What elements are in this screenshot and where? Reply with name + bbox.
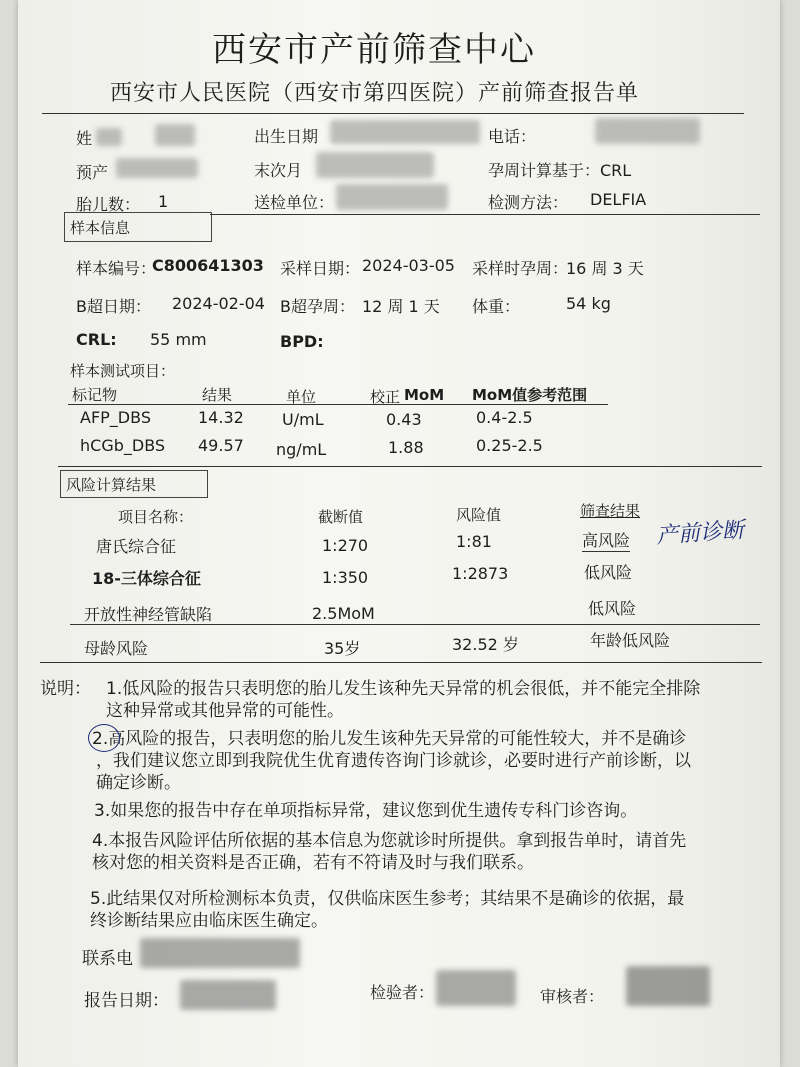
tests-header-corrected: 校正 (370, 388, 401, 406)
risk-row-result-high: 高风险 (582, 528, 630, 552)
sample-date-label: 采样日期： (280, 259, 361, 278)
header-divider (42, 113, 744, 114)
test-row-range: 0.4-2.5 (476, 408, 533, 427)
due-date-label: 预产 (76, 163, 109, 182)
ga-basis: 孕周计算基于：CRL (488, 161, 632, 180)
risk-row-name: 母龄风险 (84, 639, 149, 658)
phone-label: 电话： (488, 127, 537, 146)
tests-section-label: 样本测试项目： (70, 362, 176, 380)
bscan-date-label: B超日期： (76, 297, 151, 316)
reviewer-signature (626, 966, 710, 1006)
name-label: 姓 (76, 129, 93, 148)
bscan-ga-label: B超孕周： (280, 297, 355, 316)
crl-label: CRL: (76, 330, 117, 349)
risk-header-name: 项目名称： (118, 508, 194, 526)
test-row-unit: ng/mL (276, 440, 327, 459)
risk-row-value: 32.52 岁 (452, 635, 519, 654)
tester-signature (436, 970, 516, 1006)
sample-divider (210, 214, 760, 215)
note-4-line-2: 核对您的相关资料是否正确，若有不符请及时与我们联系。 (92, 853, 534, 873)
sample-ga-label: 采样时孕周： (472, 259, 569, 278)
risk-row-result: 年龄低风险 (590, 631, 671, 650)
sample-section-label: 样本信息 (70, 219, 131, 237)
redacted-contact (140, 938, 300, 968)
risk-row-cutoff: 2.5MoM (312, 604, 375, 623)
method-value: DELFIA (590, 190, 647, 209)
test-row-range: 0.25-2.5 (476, 436, 543, 455)
tests-header-mom: MoM (404, 386, 445, 404)
tests-header-unit: 单位 (286, 388, 317, 406)
handwritten-note: 产前诊断 (655, 517, 745, 550)
fetus-count: 1 (158, 192, 169, 211)
risk-row-cutoff: 1:270 (322, 536, 369, 555)
tests-header-marker: 标记物 (72, 386, 118, 404)
risk-header-result: 筛查结果 (580, 502, 641, 520)
test-row-result: 14.32 (198, 408, 244, 427)
redacted-submit-unit (336, 184, 448, 210)
bpd-label: BPD: (280, 332, 324, 351)
weight-label: 体重： (472, 297, 521, 316)
test-row-marker: hCGb_DBS (80, 436, 166, 455)
risk-row-result: 低风险 (588, 599, 637, 618)
submit-unit-label: 送检单位： (254, 193, 335, 212)
report-date-label: 报告日期： (84, 991, 169, 1011)
lmp-label: 末次月 (254, 161, 303, 180)
crl-value: 55 mm (150, 330, 207, 349)
risk-header-cutoff: 截断值 (318, 508, 364, 526)
test-row-marker: AFP_DBS (80, 408, 151, 427)
fetus-count-label: 胎儿数： (76, 195, 141, 214)
reviewer-label: 审核者： (540, 987, 605, 1006)
risk-top-divider (58, 466, 762, 467)
note-1-line-1: 1.低风险的报告只表明您的胎儿发生该种先天异常的机会很低，并不能完全排除 (106, 679, 701, 699)
sample-id-label: 样本编号： (76, 259, 157, 278)
risk-section-label: 风险计算结果 (66, 476, 157, 494)
risk-row-name: 唐氏综合征 (96, 537, 177, 556)
test-row-unit: U/mL (282, 410, 324, 429)
redacted-birth (330, 120, 480, 144)
note-2-line-3: 确定诊断。 (96, 773, 181, 793)
risk-row-name: 开放性神经管缺陷 (84, 605, 213, 624)
method-label: 检测方法： (488, 193, 569, 212)
handwritten-circle (88, 724, 120, 752)
tests-header-result: 结果 (202, 386, 233, 404)
risk-row-cutoff: 1:350 (322, 568, 369, 587)
note-5-line-1: 5.此结果仅对所检测标本负责，仅供临床医生参考；其结果不是确诊的依据，最 (90, 889, 685, 909)
risk-bottom-divider (40, 662, 762, 663)
risk-header-value: 风险值 (456, 506, 502, 524)
redacted-lmp (316, 152, 434, 178)
tests-header-divider (68, 404, 608, 405)
test-row-mom: 1.88 (388, 438, 424, 457)
risk-row-value: 1:81 (456, 532, 492, 551)
notes-label: 说明： (40, 679, 91, 699)
test-row-mom: 0.43 (386, 410, 422, 429)
tests-header-range: MoM值参考范围 (472, 386, 588, 404)
weight-value: 54 kg (566, 294, 611, 313)
test-row-result: 49.57 (198, 436, 244, 455)
risk-row-divider (70, 624, 760, 625)
risk-row-cutoff: 35岁 (324, 639, 361, 658)
redacted-name-2 (155, 124, 195, 146)
note-2-line-2: ，我们建议您立即到我院优生优育遗传咨询门诊就诊，必要时进行产前诊断，以 (96, 751, 691, 771)
report-subtitle: 西安市人民医院（西安市第四医院）产前筛查报告单 (110, 81, 640, 106)
birth-label: 出生日期 (254, 127, 319, 146)
note-1-line-2: 这种异常或其他异常的可能性。 (106, 701, 344, 721)
redacted-report-date (180, 980, 276, 1010)
sample-date: 2024-03-05 (362, 256, 455, 275)
tester-label: 检验者： (370, 983, 435, 1002)
center-title: 西安市产前筛查中心 (212, 30, 536, 70)
note-3: 3.如果您的报告中存在单项指标异常，建议您到优生遗传专科门诊咨询。 (94, 801, 638, 821)
bscan-ga: 12 周 1 天 (362, 297, 440, 316)
risk-row-value: 1:2873 (452, 564, 509, 583)
note-5-line-2: 终诊断结果应由临床医生确定。 (90, 911, 328, 931)
redacted-name (96, 128, 122, 146)
contact-label: 联系电 (82, 949, 133, 969)
redacted-phone (595, 118, 700, 144)
sample-ga: 16 周 3 天 (566, 259, 644, 278)
note-4-line-1: 4.本报告风险评估所依据的基本信息为您就诊时所提供。拿到报告单时，请首先 (92, 831, 687, 851)
sample-id: C800641303 (152, 256, 264, 275)
note-2-line-1: 2.高风险的报告，只表明您的胎儿发生该种先天异常的可能性较大，并不是确诊 (92, 729, 687, 749)
redacted-due-date (116, 158, 198, 178)
risk-row-result: 低风险 (584, 563, 633, 582)
bscan-date: 2024-02-04 (172, 294, 265, 313)
risk-row-name: 18-三体综合征 (92, 569, 201, 588)
